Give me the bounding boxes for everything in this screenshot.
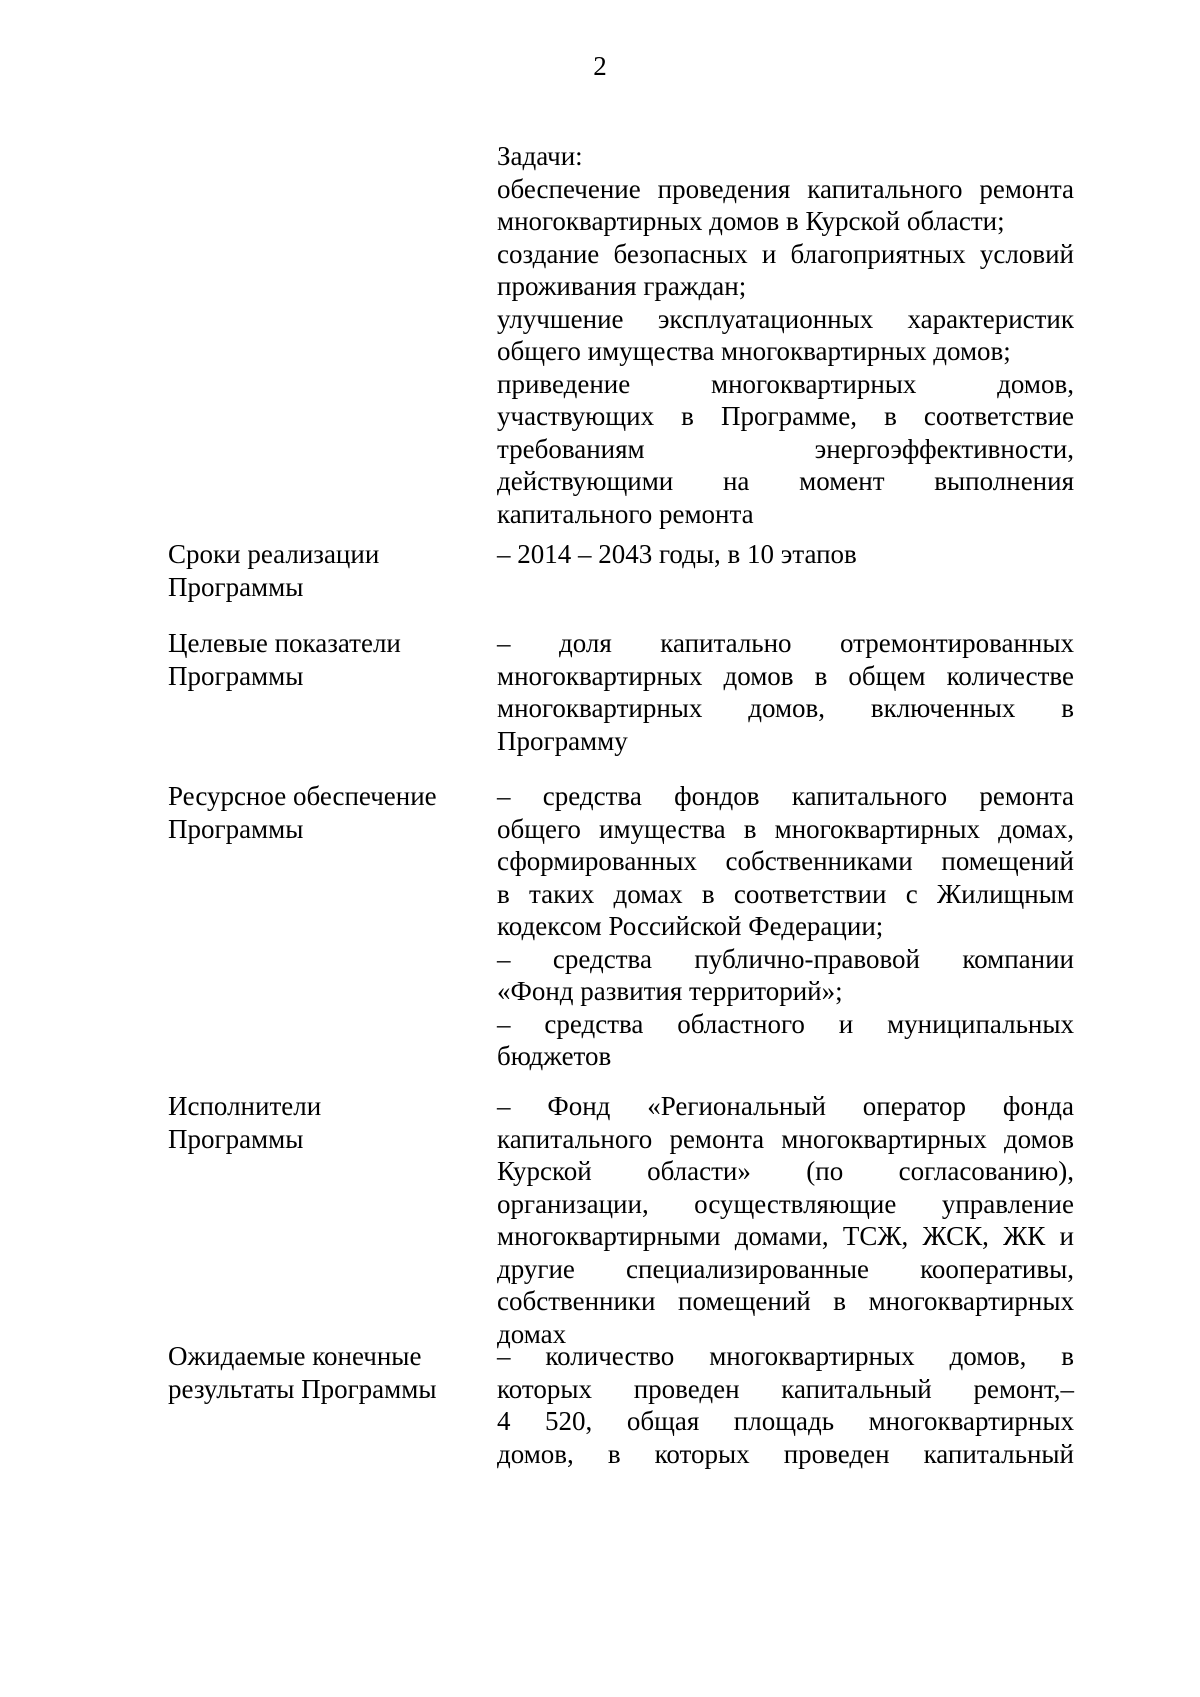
content-line: – 2014 – 2043 годы, в 10 этапов [497, 539, 857, 569]
label-line: Ресурсное обеспечение [168, 781, 437, 811]
content-line: капитального ремонта многоквартирных домов [497, 1123, 1074, 1154]
content-line: организации, осуществляющие управление [497, 1188, 1074, 1219]
label-line: Ожидаемые конечные [168, 1341, 422, 1371]
content-expected-results [497, 1340, 1074, 1470]
label-line: Сроки реализации [168, 539, 380, 569]
content-target-indicators [497, 627, 1074, 757]
content-line: бюджетов [497, 1041, 612, 1071]
content-line: – количество многоквартирных домов, в [497, 1341, 1074, 1371]
content-line: «Фонд развития территорий»; [497, 976, 843, 1006]
label-line: Программы [168, 1123, 304, 1154]
page-number: 2 [593, 51, 607, 81]
tasks-line: требованиям энергоэффективности, [497, 433, 1074, 464]
tasks-line: участвующих в Программе, в соответствие [497, 401, 1074, 431]
tasks-block [497, 140, 1074, 530]
content-line: Курской области» (по согласованию), [497, 1156, 1074, 1186]
label-line: Исполнители [168, 1091, 322, 1121]
content-line: многоквартирных домов в общем количестве [497, 660, 1074, 691]
content-line: домах [497, 1318, 567, 1349]
content-line: другие специализированные кооперативы, [497, 1253, 1074, 1284]
label-implementation-period [168, 538, 468, 603]
label-executors [168, 1090, 468, 1155]
content-line: которых проведен капитальный ремонт,– [497, 1373, 1074, 1404]
content-line: кодексом Российской Федерации; [497, 911, 884, 941]
tasks-heading: Задачи: [497, 141, 583, 171]
tasks-line: улучшение эксплуатационных характеристик [497, 303, 1074, 334]
tasks-line: капитального ремонта [497, 498, 754, 529]
content-line: 4 520, общая площадь многоквартирных [497, 1406, 1074, 1436]
label-line: Программы [168, 813, 304, 844]
tasks-line: приведение многоквартирных домов, [497, 368, 1074, 399]
label-target-indicators [168, 627, 468, 692]
tasks-line: проживания граждан; [497, 271, 747, 301]
tasks-line: действующими на момент выполнения [497, 466, 1074, 496]
content-line: сформированных собственниками помещений [497, 846, 1074, 876]
content-resource-support [497, 780, 1074, 1073]
content-line: – средства публично-правовой компании [497, 943, 1074, 974]
label-line: Программы [168, 660, 304, 691]
label-resource-support [168, 780, 468, 845]
content-line: домов, в которых проведен капитальный [497, 1438, 1074, 1469]
label-line: Программы [168, 571, 304, 602]
tasks-line: обеспечение проведения капитального ремонта [497, 173, 1074, 204]
content-line: многоквартирными домами, ТСЖ, ЖСК, ЖК и [497, 1221, 1074, 1251]
label-expected-results [168, 1340, 468, 1405]
content-executors [497, 1090, 1074, 1350]
tasks-line: создание безопасных и благоприятных условий [497, 238, 1074, 269]
tasks-line: общего имущества многоквартирных домов; [497, 336, 1011, 366]
content-line: многоквартирных домов, включенных в [497, 693, 1074, 723]
label-line: Целевые показатели [168, 628, 401, 658]
content-line: собственники помещений в многоквартирных [497, 1286, 1074, 1316]
content-line: в таких домах в соответствии с Жилищным [497, 878, 1074, 909]
content-line: – средства областного и муниципальных [497, 1008, 1074, 1039]
content-line: – доля капитально отремонтированных [497, 628, 1074, 658]
content-line: – средства фондов капитального ремонта [497, 781, 1074, 811]
content-implementation-period [497, 538, 1074, 571]
tasks-line: многоквартирных домов в Курской области; [497, 206, 1005, 236]
content-line: общего имущества в многоквартирных домах, [497, 813, 1074, 844]
content-line: Программу [497, 725, 628, 756]
tasks-lines [497, 173, 1074, 531]
content-line: – Фонд «Региональный оператор фонда [497, 1091, 1074, 1121]
label-line: результаты Программы [168, 1373, 437, 1404]
